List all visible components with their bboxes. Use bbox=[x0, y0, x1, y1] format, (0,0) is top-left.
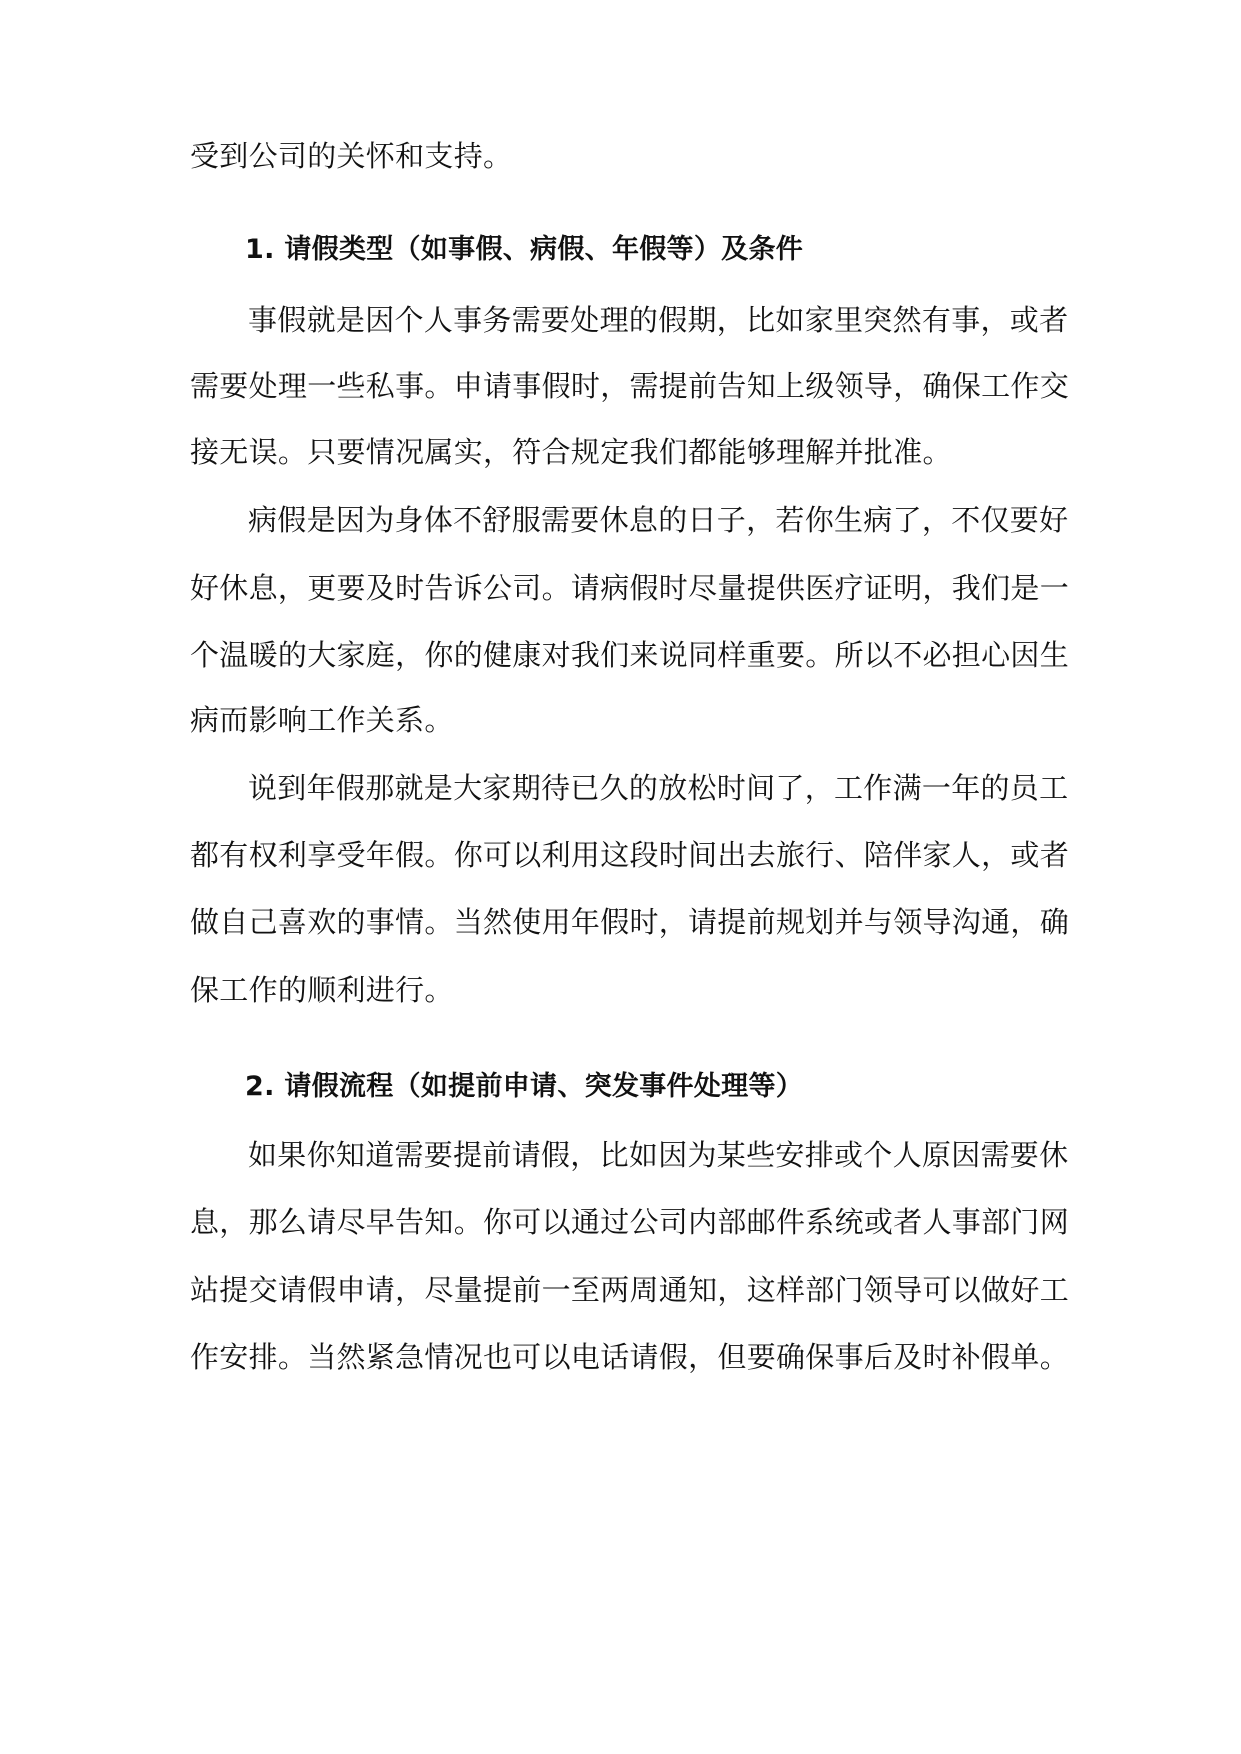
text-line: 做自己喜欢的事情。当然使用年假时，请提前规划并与领导沟通，确 bbox=[190, 905, 1070, 939]
text-line: 接无误。只要情况属实，符合规定我们都能够理解并批准。 bbox=[190, 435, 952, 469]
text-line: 个温暖的大家庭，你的健康对我们来说同样重要。所以不必担心因生 bbox=[190, 638, 1070, 672]
text-line: 事假就是因个人事务需要处理的假期，比如家里突然有事，或者 bbox=[248, 303, 1069, 337]
text-line: 都有权利享受年假。你可以利用这段时间出去旅行、陪伴家人，或者 bbox=[190, 838, 1070, 872]
text-line: 作安排。当然紧急情况也可以电话请假，但要确保事后及时补假单。 bbox=[190, 1340, 1070, 1374]
text-line: 息，那么请尽早告知。你可以通过公司内部邮件系统或者人事部门网 bbox=[190, 1205, 1070, 1239]
text-line: 病假是因为身体不舒服需要休息的日子，若你生病了，不仅要好 bbox=[248, 503, 1069, 537]
text-line: 站提交请假申请，尽量提前一至两周通知，这样部门领导可以做好工 bbox=[190, 1273, 1070, 1307]
text-line: 如果你知道需要提前请假，比如因为某些安排或个人原因需要休 bbox=[248, 1138, 1069, 1172]
section-heading-1: 1. 请假类型（如事假、病假、年假等）及条件 bbox=[245, 234, 804, 265]
section-heading-2: 2. 请假流程（如提前申请、突发事件处理等） bbox=[245, 1071, 804, 1102]
text-line: 需要处理一些私事。申请事假时，需提前告知上级领导，确保工作交 bbox=[190, 369, 1070, 403]
text-line: 好休息，更要及时告诉公司。请病假时尽量提供医疗证明，我们是一 bbox=[190, 571, 1070, 605]
text-line: 病而影响工作关系。 bbox=[190, 703, 454, 737]
text-line: 说到年假那就是大家期待已久的放松时间了，工作满一年的员工 bbox=[248, 771, 1069, 805]
text-line: 保工作的顺利进行。 bbox=[190, 973, 454, 1007]
text-line: 受到公司的关怀和支持。 bbox=[190, 139, 513, 173]
